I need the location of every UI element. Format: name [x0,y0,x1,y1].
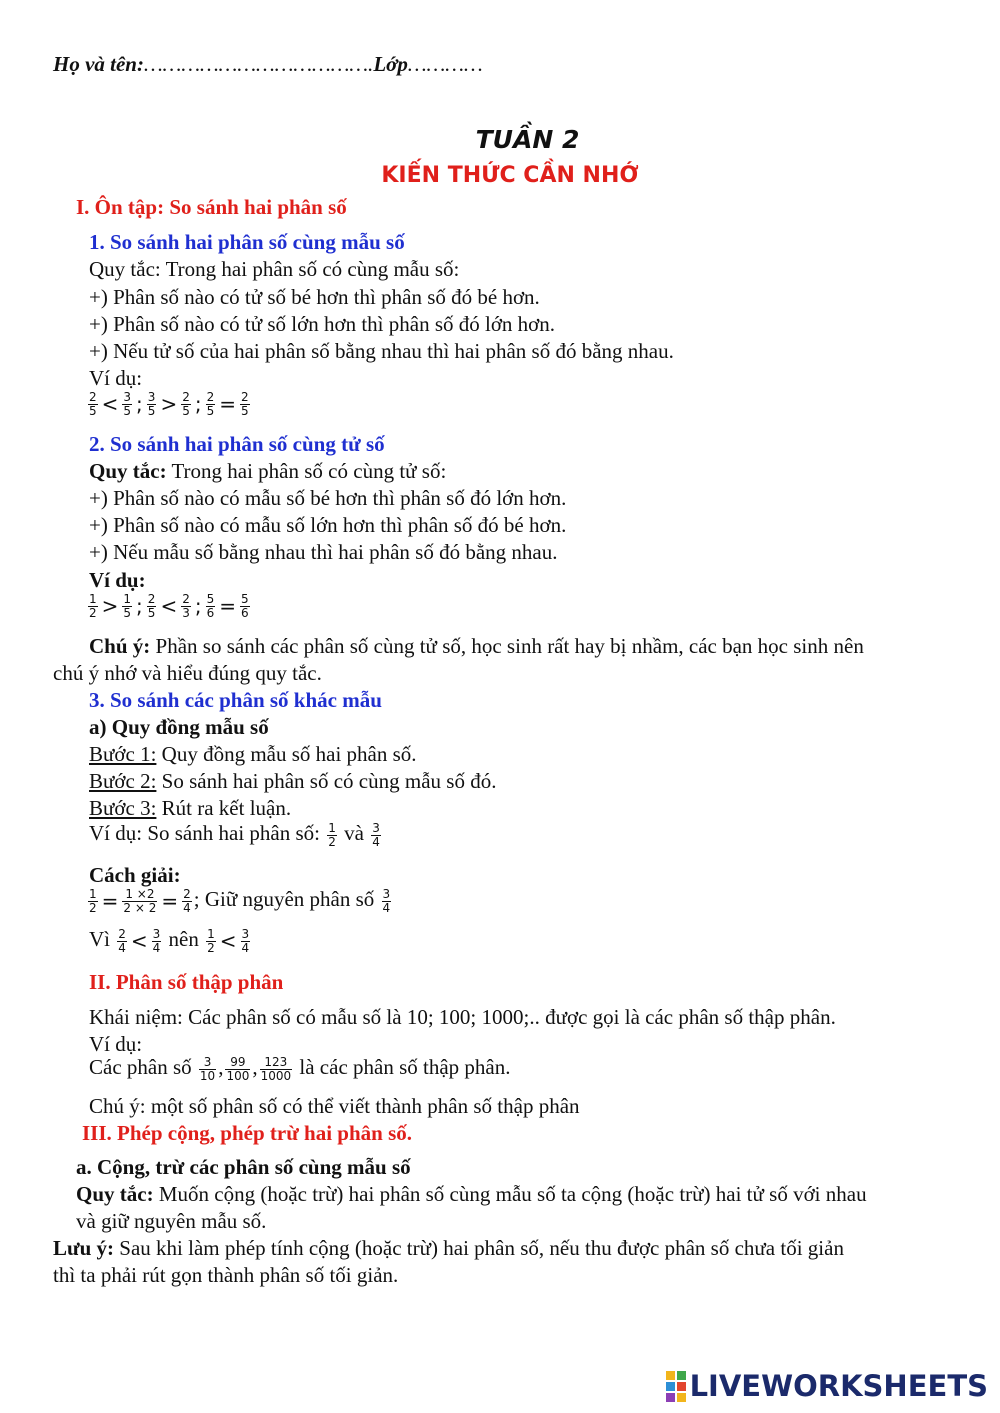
math-operator: = [161,888,179,913]
page-subtitle: KIẾN THỨC CẦN NHỚ [381,163,639,188]
step-1: Bước 1: Quy đồng mẫu số hai phân số. [89,742,417,766]
rule-3-line-2: và giữ nguyên mẫu số. [76,1209,267,1233]
solution-line-1: $\frac{1}{2}$ = $\frac{1 \times 2}{2 \times 2}$ = $\frac{2}{4}$ ; Giữ nguyên phân số $\frac{3}{4}$ [89,886,391,915]
fraction: $\frac{1}{2}$ [328,820,336,849]
rule-1-line-2: +) Phân số nào có tử số lớn hơn thì phân số đó lớn hơn. [89,312,556,336]
fraction: $\frac{3}{4}$ [241,926,250,955]
math-operator: ; [194,593,202,618]
solution-line-2: Vì $\frac{2}{4}$ < $\frac{3}{4}$ nên $\frac{1}{2}$ < $\frac{3}{4}$ [89,926,250,955]
rule-1-line-3: +) Nếu tử số của hai phân số bằng nhau thì hai phân số đó bằng nhau. [89,339,674,363]
name-line [53,52,483,76]
fraction: $\frac{3}{4}$ [372,820,380,849]
note-2-line-2: chú ý nhớ và hiểu đúng quy tắc. [53,661,322,685]
step-2: Bước 2: So sánh hai phân số có cùng mẫu số đó. [89,769,497,793]
example-3: Ví dụ: So sánh hai phân số: $\frac{1}{2}$ và $\frac{3}{4}$ [89,820,380,849]
fraction: $\frac{2}{5}$ [206,389,215,418]
fraction: $\frac{2}{5}$ [147,591,156,620]
fraction: $\frac{3}{10}$ [199,1054,216,1083]
fraction: $\frac{5}{6}$ [206,591,215,620]
fraction: $\frac{99}{100}$ [226,1054,250,1083]
fraction: $\frac{1}{2}$ [89,886,97,915]
fraction: $\frac{3}{5}$ [147,389,156,418]
note-5-line-1: Lưu ý: Sau khi làm phép tính cộng (hoặc trừ) hai phân số, nếu thu được phân số chưa tối giản [53,1236,844,1260]
note-4: Chú ý: một số phân số có thể viết thành phân số thập phân [89,1094,580,1118]
note-2-line-1: Chú ý: Phần so sánh các phân số cùng tử số, học sinh rất hay bị nhầm, các bạn học sinh nên [89,634,864,658]
math-operator: > [160,391,178,416]
example-4-label: Ví dụ: [89,1032,143,1056]
rule-3-line-1: Quy tắc: Muốn cộng (hoặc trừ) hai phân số cùng mẫu số ta cộng (hoặc trừ) hai tử số với nhau [76,1182,867,1206]
section-1-heading: I. Ôn tập: So sánh hai phân số [76,195,347,219]
fraction: $\frac{2}{4}$ [183,886,191,915]
math-operator: ; [194,391,202,416]
rule-2-line-1: +) Phân số nào có mẫu số bé hơn thì phân số đó lớn hơn. [89,486,567,510]
liveworksheets-logo [666,1369,988,1403]
concept: Khái niệm: Các phân số có mẫu số là 10; 100; 1000;.. được gọi là các phân số thập phân. [89,1005,836,1029]
logo-mark-icon [666,1371,686,1402]
rule-2-line-2: +) Phân số nào có mẫu số lớn hơn thì phân số đó bé hơn. [89,513,567,537]
fraction: $\frac{3}{4}$ [152,926,161,955]
math-operator: = [219,593,236,618]
math-operator: = [101,888,119,913]
math-operator: < [160,593,178,618]
class-label: Lớp [373,52,408,76]
part-2-heading: 2. So sánh hai phân số cùng tử số [89,432,385,456]
week-title: TUẦN 2 [475,125,580,154]
rule-1: Quy tắc: Trong hai phân số có cùng mẫu số: [89,257,460,281]
fraction: $\frac{2}{4}$ [118,926,126,955]
part-3-heading: 3. So sánh các phân số khác mẫu [89,688,382,712]
fraction: $\frac{2}{5}$ [241,389,249,418]
class-dots: ………… [407,52,483,76]
fraction: $\frac{2}{5}$ [182,389,190,418]
fraction: $\frac{5}{6}$ [241,591,249,620]
fraction: $\frac{1}{2}$ [89,591,97,620]
fraction: $\frac{1}{5}$ [123,591,132,620]
math-operator: < [219,928,237,953]
name-label: Họ và tên: [53,52,144,76]
step-3: Bước 3: Rút ra kết luận. [89,796,292,820]
math-operator: > [101,593,119,618]
section-2-heading: II. Phân số thập phân [89,970,284,994]
math-operator: ; [136,593,143,618]
rule-2: Quy tắc: Trong hai phân số có cùng tử số: [89,459,447,483]
rule-1-line-1: +) Phân số nào có tử số bé hơn thì phân số đó bé hơn. [89,285,540,309]
fraction: $\frac{2}{3}$ [182,591,190,620]
fraction: $\frac{1 \times 2}{2 \times 2}$ [123,886,157,915]
fraction: $\frac{2}{5}$ [89,389,97,418]
math-operator: ; [136,391,143,416]
fraction: $\frac{1}{2}$ [207,926,215,955]
math-operator: < [130,928,148,953]
example-1-label: Ví dụ: [89,366,143,390]
math-operator: = [219,391,236,416]
section-3-sub-a: a. Cộng, trừ các phân số cùng mẫu số [76,1155,411,1179]
rule-2-line-3: +) Nếu mẫu số bằng nhau thì hai phân số đó bằng nhau. [89,540,558,564]
math-operator: < [101,391,119,416]
part-1-heading: 1. So sánh hai phân số cùng mẫu số [89,230,405,254]
part-3-sub-a: a) Quy đồng mẫu số [89,715,269,739]
section-3-heading: III. Phép cộng, phép trừ hai phân số. [82,1121,413,1145]
example-4: Các phân số $\frac{3}{10}$ , $\frac{99}{100}$ , $\frac{123}{1000}$ là các phân số thập phân. [89,1054,511,1083]
note-5-line-2: thì ta phải rút gọn thành phân số tối giản. [53,1263,399,1287]
example-1-formula [86,390,252,418]
example-2-formula [86,592,252,620]
example-2-label: Ví dụ: [89,568,146,592]
name-dots: ………………………………. [143,52,374,76]
fraction: $\frac{3}{5}$ [123,389,132,418]
solution-label: Cách giải: [89,863,181,887]
fraction: $\frac{3}{4}$ [382,886,391,915]
fraction: $\frac{123}{1000}$ [260,1054,292,1083]
logo-text: LIVEWORKSHEETS [689,1369,988,1403]
